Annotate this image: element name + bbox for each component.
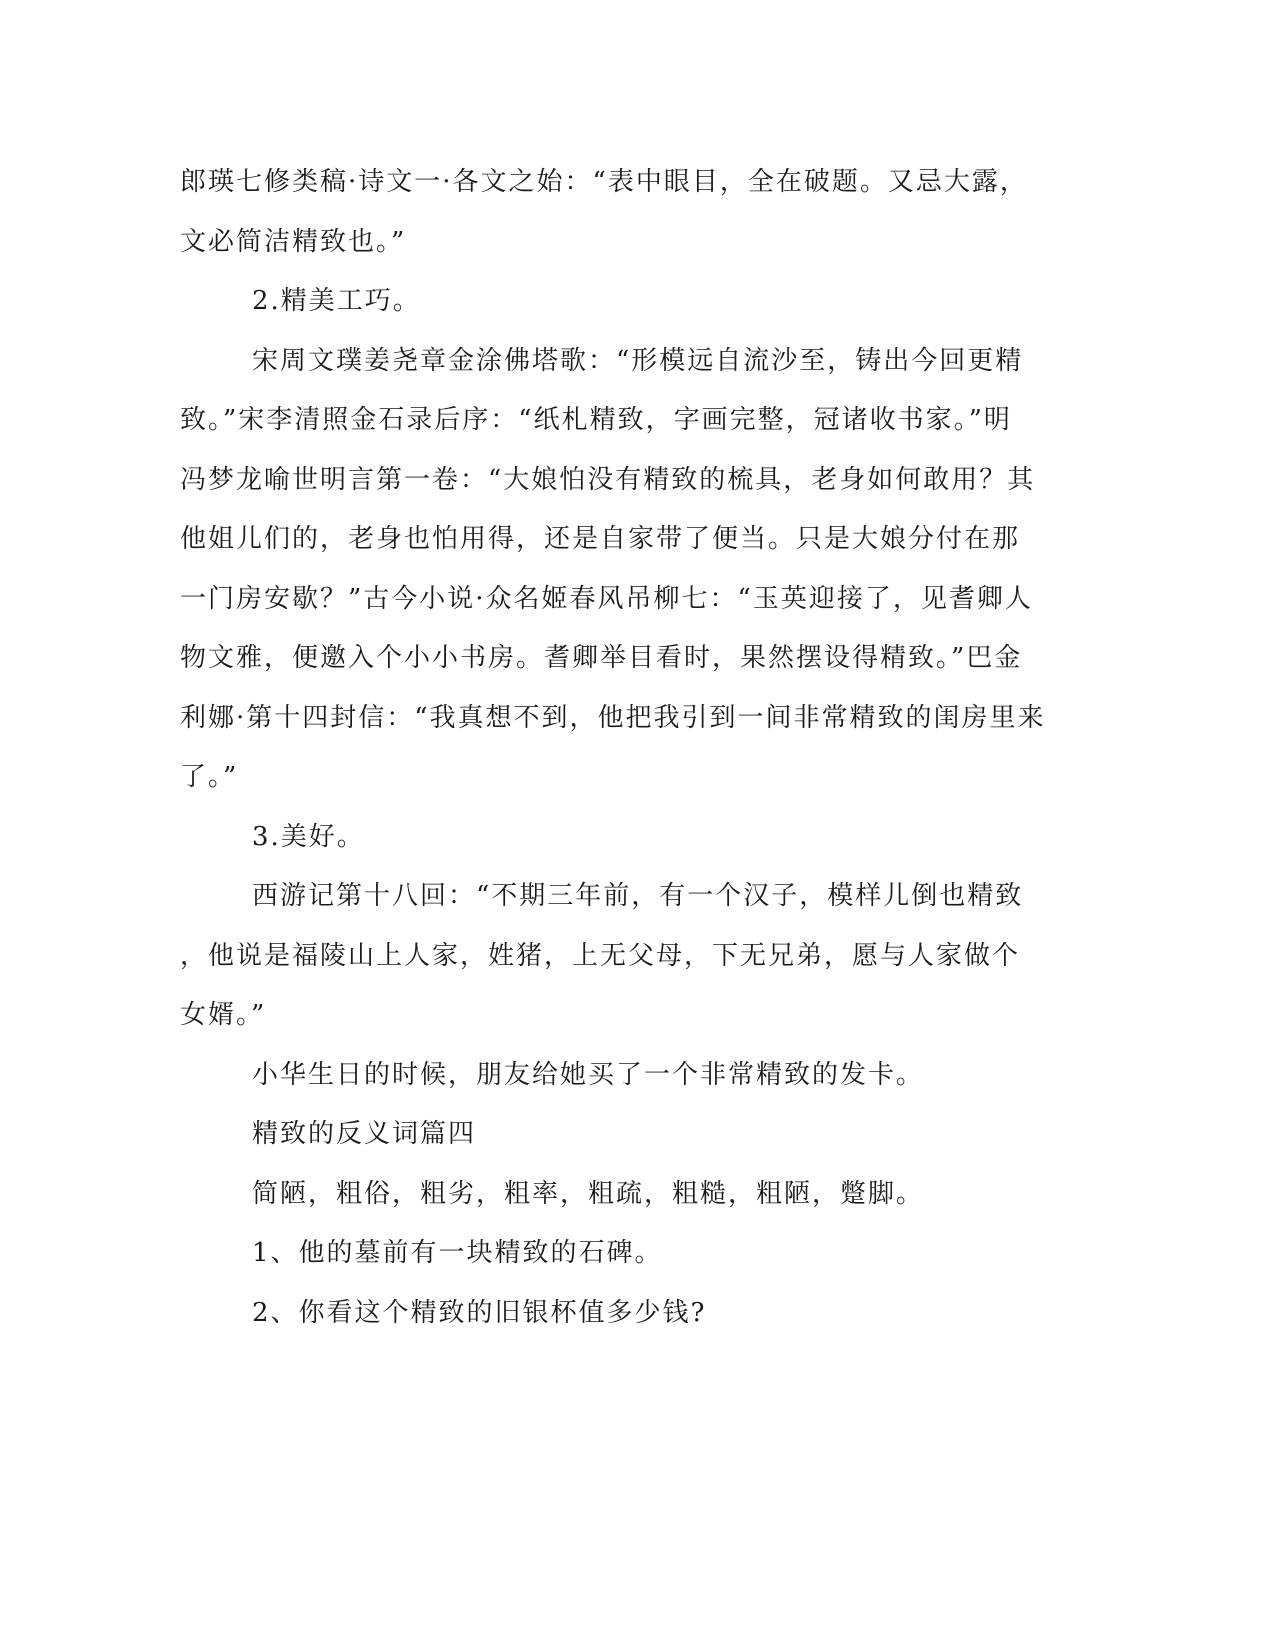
- example-sentence: 2、你看这个精致的旧银杯值多少钱?: [252, 1297, 707, 1328]
- numbered-heading: 2.精美工巧。: [252, 286, 421, 316]
- antonym-list: 简陋，粗俗，粗劣，粗率，粗疏，粗糙，粗陋，蹩脚。: [252, 1178, 925, 1209]
- text-line: 物文雅，便邀入个小小书房。耆卿举目看时，果然摆设得精致。”巴金: [180, 643, 1023, 673]
- text-line: 文必简洁精致也。”: [180, 226, 407, 257]
- section-heading: 精致的反义词篇四: [252, 1119, 477, 1149]
- example-sentence: 1、他的墓前有一块精致的石碑。: [252, 1238, 663, 1268]
- document-body: [180, 160, 1046, 1350]
- numbered-heading: 3.美好。: [252, 821, 365, 852]
- text-line: 宋周文璞姜尧章金涂佛塔歌：“形模远自流沙至，铸出今回更精: [252, 345, 1024, 376]
- text-line: ，他说是福陵山上人家，姓猪，上无父母，下无兄弟，愿与人家做个: [180, 940, 1021, 971]
- text-line: 西游记第十八回：“不期三年前，有一个汉子，模样儿倒也精致: [252, 881, 1024, 911]
- text-line: 利娜·第十四封信：“我真想不到，他把我引到一间非常精致的闺房里来: [180, 702, 1046, 733]
- text-line: 他姐儿们的，老身也怕用得，还是自家带了便当。只是大娘分付在那: [180, 524, 1021, 554]
- example-sentence: 小华生日的时候，朋友给她买了一个非常精致的发卡。: [252, 1059, 925, 1090]
- text-line: 郎瑛七修类稿·诗文一·各文之始：“表中眼目，全在破题。又忌大露，: [180, 167, 1028, 197]
- text-line: 致。”宋李清照金石录后序：“纸札精致，字画完整，冠诸收书家。”明: [180, 405, 1012, 435]
- text-line: 一门房安歇？”古今小说·众名姬春风吊柳七：“玉英迎接了，见耆卿人: [180, 583, 1033, 614]
- text-line: 冯梦龙喻世明言第一卷：“大娘怕没有精致的梳具，老身如何敢用？其: [180, 464, 1036, 495]
- text-line: 了。”: [180, 762, 239, 792]
- text-line: 女婿。”: [180, 1000, 267, 1030]
